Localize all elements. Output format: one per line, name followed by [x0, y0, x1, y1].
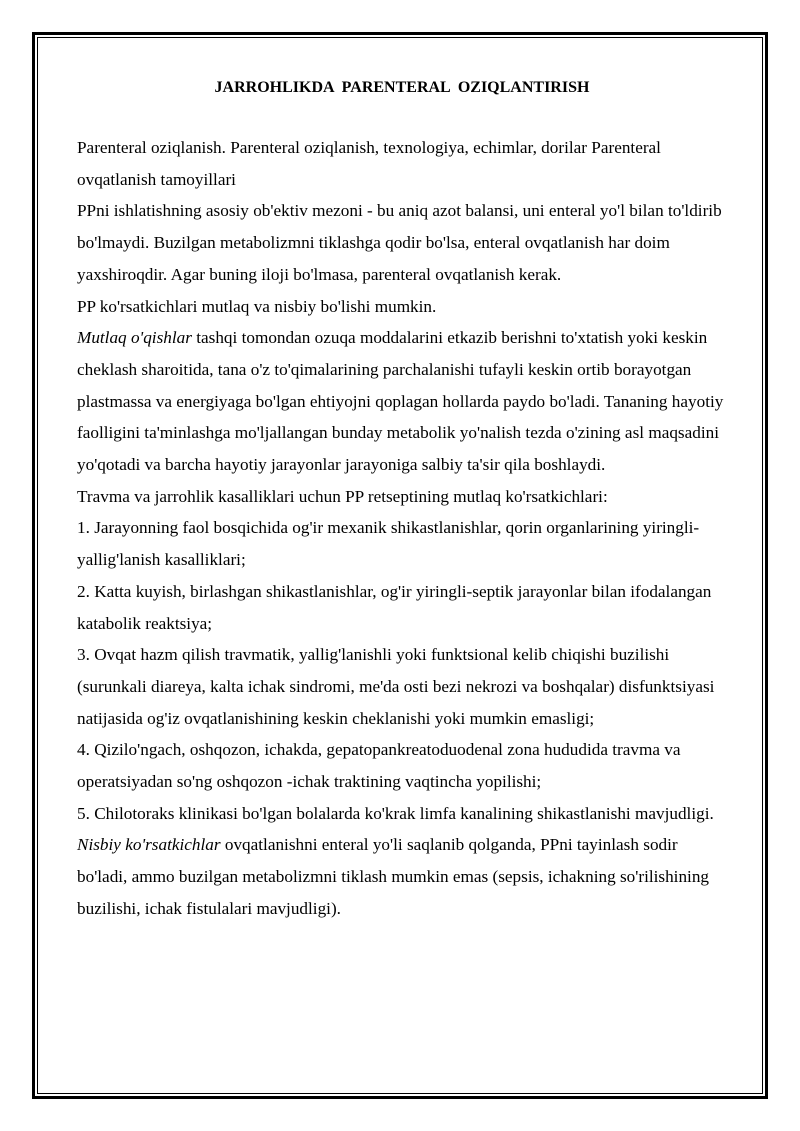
paragraph-absolute [77, 322, 727, 481]
list-item: 5. Chilotoraks klinikasi bo'lgan bolalarda ko'krak limfa kanalining shikastlanishi mavjudligi. [77, 803, 714, 823]
paragraph-intro: Parenteral oziqlanish. Parenteral oziqlanish, texnologiya, echimlar, dorilar Parenteral ovqatlanish tamoyillari [77, 138, 661, 189]
list-item: 3. Ovqat hazm qilish travmatik, yallig'lanishli yoki funktsional kelib chiqishi buzilishi (surunkali diareya, kalta ichak sindromi, me'da osti bezi nekrozi va boshqalar) disfunktsiyasi natijasida og'iz ovqatlanishining keskin cheklanishi yoki mumkin emasligi; [77, 645, 715, 728]
list-item: 1. Jarayonning faol bosqichida og'ir mexanik shikastlanishlar, qorin organlarining yiringli-yallig'lanish kasalliklari; [77, 518, 700, 570]
list-item: 2. Katta kuyish, birlashgan shikastlanishlar, og'ir yiringli-septik jarayonlar bilan ifodalangan katabolik reaktsiya; [77, 581, 712, 633]
relative-text: ovqatlanishni enteral yo'li saqlanib qolganda, PPni tayinlash sodir bo'ladi, ammo buzilgan metabolizmni tiklash mumkin emas (sepsis, ichakning so'rilishining buzilishi, ichak fistulalari mavjudligi). [77, 835, 710, 918]
paragraph-indications: PP ko'rsatkichlari mutlaq va nisbiy bo'lishi mumkin. [77, 296, 437, 316]
absolute-text: tashqi tomondan ozuqa moddalarini etkazib berishni to'xtatish yoki keskin cheklash sharoitida, tana o'z to'qimalarining parchalanishi tufayli keskin ortib borayotgan plastmassa va energiyaga bo'lgan ehtiyojni qoplagan hollarda paydo bo'ladi. Tananing hayotiy faolligini ta'minlashga mo'ljallangan bunday metabolik yo'nalish tezda o'zining asl maqsadini yo'qotadi va barcha hayotiy jarayonlar jarayoniga salbiy ta'sir qila boshlaydi. [77, 328, 724, 475]
document-title: JARROHLIKDA PARENTERAL OZIQLANTIRISH [214, 79, 590, 96]
relative-term: Nisbiy ko'rsatkichlar [77, 835, 221, 855]
paragraph-criterion: PPni ishlatishning asosiy ob'ektiv mezoni - bu aniq azot balansi, uni enteral yo'l bilan to'ldirib bo'lmaydi. Buzilgan metabolizmni tiklashga qodir bo'lsa, enteral ovqatlanish har doim yaxshiroqdir. Agar buning iloji bo'lmasa, parenteral ovqatlanish kerak. [77, 201, 722, 284]
absolute-term: Mutlaq o'qishlar [77, 328, 192, 348]
document-body [77, 72, 727, 925]
list-item: 4. Qizilo'ngach, oshqozon, ichakda, gepatopankreatoduodenal zona hududida travma va operatsiyadan so'ng oshqozon -ichak traktining vaqtincha yopilishi; [77, 740, 681, 792]
paragraph-relative [77, 829, 727, 924]
list-intro: Travma va jarrohlik kasalliklari uchun PP retseptining mutlaq ko'rsatkichlari: [77, 486, 608, 506]
